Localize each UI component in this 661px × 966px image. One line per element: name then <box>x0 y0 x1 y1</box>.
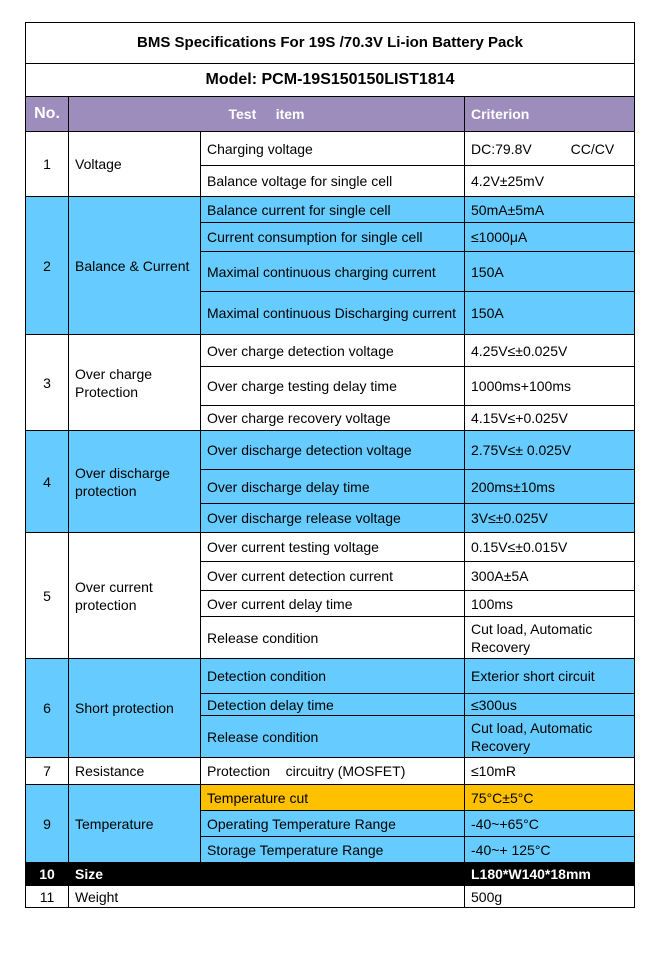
test-item: Charging voltage <box>201 132 465 166</box>
criterion-value: 500g <box>465 886 635 908</box>
test-category: Over discharge protection <box>69 431 201 533</box>
test-item: Release condition <box>201 617 465 659</box>
criterion-value: ≤10mR <box>465 758 635 785</box>
test-item: Current consumption for single cell <box>201 223 465 252</box>
test-item: Release condition <box>201 716 465 758</box>
table-row <box>26 863 635 886</box>
table-row <box>26 886 635 908</box>
test-item: Over current delay time <box>201 591 465 617</box>
table-header <box>26 97 635 132</box>
header-no: No. <box>26 97 69 132</box>
test-category: Over charge Protection <box>69 335 201 431</box>
row-number: 3 <box>26 335 69 431</box>
test-item: Balance current for single cell <box>201 197 465 223</box>
test-item: Maximal continuous Discharging current <box>201 292 465 335</box>
criterion-value: -40~+ 125°C <box>465 837 635 863</box>
criterion-value: 0.15V≤±0.015V <box>465 533 635 562</box>
test-category: Temperature <box>69 785 201 863</box>
criterion-value: 3V≤±0.025V <box>465 504 635 533</box>
test-item: Detection condition <box>201 659 465 694</box>
criterion-value: 4.25V≤±0.025V <box>465 335 635 367</box>
row-number: 10 <box>26 863 69 886</box>
test-item: Over charge detection voltage <box>201 335 465 367</box>
criterion-value: ≤300us <box>465 694 635 716</box>
criterion-value: 50mA±5mA <box>465 197 635 223</box>
table-row <box>26 659 635 694</box>
test-item: Temperature cut <box>201 785 465 811</box>
criterion-value: 200ms±10ms <box>465 470 635 504</box>
header-test-item: Test item <box>69 97 465 132</box>
test-item: Detection delay time <box>201 694 465 716</box>
test-item: Maximal continuous charging current <box>201 252 465 292</box>
test-item: Over charge recovery voltage <box>201 406 465 431</box>
spec-sheet <box>25 22 634 908</box>
test-item: Over charge testing delay time <box>201 367 465 406</box>
table-row <box>26 533 635 562</box>
test-item: Over discharge detection voltage <box>201 431 465 470</box>
test-item: Storage Temperature Range <box>201 837 465 863</box>
criterion-value: DC:79.8V CC/CV <box>465 132 635 166</box>
test-category: Weight <box>69 886 465 908</box>
criterion-value: Cut load, Automatic Recovery <box>465 716 635 758</box>
row-number: 2 <box>26 197 69 335</box>
test-category: Resistance <box>69 758 201 785</box>
criterion-value: 2.75V≤± 0.025V <box>465 431 635 470</box>
test-item: Protection circuitry (MOSFET) <box>201 758 465 785</box>
test-item: Balance voltage for single cell <box>201 166 465 197</box>
criterion-value: 100ms <box>465 591 635 617</box>
table-row <box>26 785 635 811</box>
table-row <box>26 335 635 367</box>
sheet-title: BMS Specifications For 19S /70.3V Li-ion Battery Pack <box>26 23 635 64</box>
criterion-value: 150A <box>465 292 635 335</box>
test-item: Over current testing voltage <box>201 533 465 562</box>
test-item: Over current detection current <box>201 562 465 591</box>
header-criterion: Criterion <box>465 97 635 132</box>
test-category: Over current protection <box>69 533 201 659</box>
row-number: 9 <box>26 785 69 863</box>
test-item: Over discharge release voltage <box>201 504 465 533</box>
test-category: Voltage <box>69 132 201 197</box>
criterion-value: 4.15V≤+0.025V <box>465 406 635 431</box>
row-number: 11 <box>26 886 69 908</box>
row-number: 1 <box>26 132 69 197</box>
test-category: Balance & Current <box>69 197 201 335</box>
row-number: 7 <box>26 758 69 785</box>
criterion-value: 4.2V±25mV <box>465 166 635 197</box>
criterion-value: ≤1000μA <box>465 223 635 252</box>
model-number: Model: PCM-19S150150LIST1814 <box>26 64 635 97</box>
table-row <box>26 132 635 166</box>
table-row <box>26 197 635 223</box>
row-number: 4 <box>26 431 69 533</box>
row-number: 6 <box>26 659 69 758</box>
row-number: 5 <box>26 533 69 659</box>
criterion-value: 75°C±5°C <box>465 785 635 811</box>
criterion-value: Exterior short circuit <box>465 659 635 694</box>
criterion-value: L180*W140*18mm <box>465 863 635 886</box>
criterion-value: 150A <box>465 252 635 292</box>
test-item: Operating Temperature Range <box>201 811 465 837</box>
table-row <box>26 431 635 470</box>
criterion-value: 1000ms+100ms <box>465 367 635 406</box>
spec-table <box>25 22 635 908</box>
criterion-value: -40~+65°C <box>465 811 635 837</box>
test-category: Short protection <box>69 659 201 758</box>
table-row <box>26 758 635 785</box>
test-item: Over discharge delay time <box>201 470 465 504</box>
test-category: Size <box>69 863 465 886</box>
criterion-value: 300A±5A <box>465 562 635 591</box>
criterion-value: Cut load, Automatic Recovery <box>465 617 635 659</box>
